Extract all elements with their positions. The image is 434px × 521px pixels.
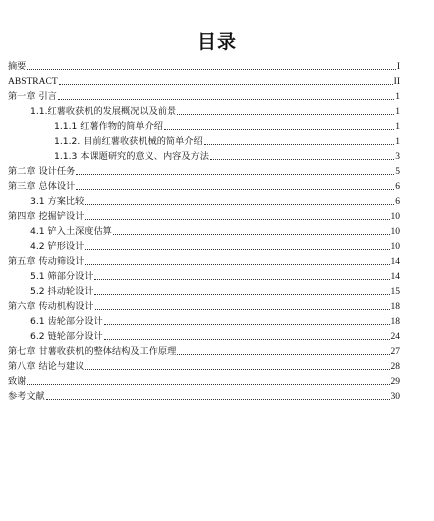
toc-entry-label: 第四章 挖掘铲设计 [8, 211, 85, 222]
toc-entry-page: 27 [390, 347, 400, 357]
toc-entry-chapter-8[interactable] [8, 359, 400, 373]
toc-entry-page: 5 [395, 167, 400, 177]
toc-entry-page: 14 [390, 257, 400, 267]
toc-entry-page: 14 [390, 272, 400, 282]
toc-entry-page: II [393, 77, 400, 87]
toc-entry-label: 1.1.1 红薯作物的简单介绍 [54, 121, 163, 132]
toc-entry-label: 摘要 [8, 61, 27, 72]
toc-entry-section-1-1-3[interactable] [54, 149, 400, 163]
toc-entry-chapter-7[interactable] [8, 344, 400, 358]
toc-entry-section-6-2[interactable] [30, 329, 400, 343]
toc-entry-label: 第八章 结论与建议 [8, 361, 85, 372]
toc-entry-label: 第二章 设计任务 [8, 166, 76, 177]
toc-entry-abstract-cn[interactable] [8, 59, 400, 73]
toc-entry-section-1-1-1[interactable] [54, 119, 400, 133]
dot-leader [27, 69, 395, 70]
toc-entry-page: 30 [390, 392, 400, 402]
toc-entry-label: 第一章 引言 [8, 91, 57, 102]
dot-leader [104, 324, 390, 325]
dot-leader [46, 399, 390, 400]
dot-leader [204, 144, 395, 145]
toc-entry-label: 第六章 传动机构设计 [8, 301, 94, 312]
toc-entry-section-3-1[interactable] [30, 194, 400, 208]
toc-entry-page: 6 [395, 197, 400, 207]
toc-entry-section-6-1[interactable] [30, 314, 400, 328]
toc-entry-label: 5.2 抖动轮设计 [30, 286, 94, 297]
toc-entry-label: 致谢 [8, 376, 27, 387]
toc-entry-abstract-en[interactable] [8, 74, 400, 88]
toc-entry-label: 1.1.2. 目前红薯收获机械的简单介绍 [54, 136, 203, 147]
toc-entry-section-5-1[interactable] [30, 269, 400, 283]
dot-leader [59, 84, 393, 85]
toc-entry-label: 6.2 链轮部分设计 [30, 331, 103, 342]
toc-entry-section-1-1[interactable] [30, 104, 400, 118]
toc-entry-label: 参考文献 [8, 391, 45, 402]
dot-leader [76, 174, 394, 175]
dot-leader [95, 309, 390, 310]
toc-entry-label: 第七章 甘薯收获机的整体结构及工作原理 [8, 346, 177, 357]
dot-leader [27, 384, 389, 385]
dot-leader [85, 204, 394, 205]
toc-entry-chapter-3[interactable] [8, 179, 400, 193]
toc-entry-page: 28 [390, 362, 400, 372]
toc-entry-page: 3 [395, 152, 400, 162]
toc-entry-page: 1 [395, 137, 400, 147]
dot-leader [85, 264, 389, 265]
toc-entry-section-4-2[interactable] [30, 239, 400, 253]
toc-entry-page: 10 [390, 227, 400, 237]
toc-entry-page: 1 [395, 107, 400, 117]
toc-entry-section-4-1[interactable] [30, 224, 400, 238]
dot-leader [104, 339, 390, 340]
toc-title: 目录 [196, 31, 237, 53]
toc-entry-page: 1 [395, 122, 400, 132]
toc-entry-page: I [396, 62, 400, 72]
toc-entry-label: 5.1 筛部分设计 [30, 271, 94, 282]
toc-entry-chapter-4[interactable] [8, 209, 400, 223]
toc-entry-label: ABSTRACT [8, 77, 58, 87]
toc-entry-page: 18 [390, 317, 400, 327]
toc-entry-chapter-1[interactable] [8, 89, 400, 103]
toc-entry-chapter-5[interactable] [8, 254, 400, 268]
dot-leader [85, 219, 389, 220]
toc-entry-label: 1.1.红薯收获机的发展概况以及前景 [30, 106, 177, 117]
dot-leader [85, 369, 389, 370]
toc-entry-page: 6 [395, 182, 400, 192]
toc-entry-references[interactable] [8, 389, 400, 403]
toc-entry-page: 15 [390, 287, 400, 297]
toc-entry-section-5-2[interactable] [30, 284, 400, 298]
dot-leader [94, 279, 389, 280]
toc-entry-section-1-1-2[interactable] [54, 134, 400, 148]
toc-entry-page: 10 [390, 212, 400, 222]
toc-entry-label: 第三章 总体设计 [8, 181, 76, 192]
toc-entry-page: 18 [390, 302, 400, 312]
toc-entry-label: 1.1.3 本课题研究的意义、内容及方法 [54, 151, 209, 162]
toc-entry-label: 6.1 齿轮部分设计 [30, 316, 103, 327]
toc-entry-label: 第五章 传动筛设计 [8, 256, 85, 267]
toc-entry-label: 3.1 方案比较 [30, 196, 85, 207]
dot-leader [94, 294, 389, 295]
dot-leader [113, 234, 390, 235]
toc-entry-page: 10 [390, 242, 400, 252]
toc-entry-page: 1 [395, 92, 400, 102]
dot-leader [164, 129, 394, 130]
toc-entry-chapter-6[interactable] [8, 299, 400, 313]
dot-leader [76, 189, 394, 190]
toc-entry-chapter-2[interactable] [8, 164, 400, 178]
toc-entry-acknowledgements[interactable] [8, 374, 400, 388]
dot-leader [58, 99, 394, 100]
toc-entry-page: 24 [390, 332, 400, 342]
dot-leader [177, 354, 389, 355]
toc-entry-page: 29 [390, 377, 400, 387]
dot-leader [177, 114, 394, 115]
dot-leader [210, 159, 394, 160]
toc-entry-label: 4.1 铲入土深度估算 [30, 226, 112, 237]
toc-entry-label: 4.2 铲形设计 [30, 241, 85, 252]
dot-leader [85, 249, 389, 250]
